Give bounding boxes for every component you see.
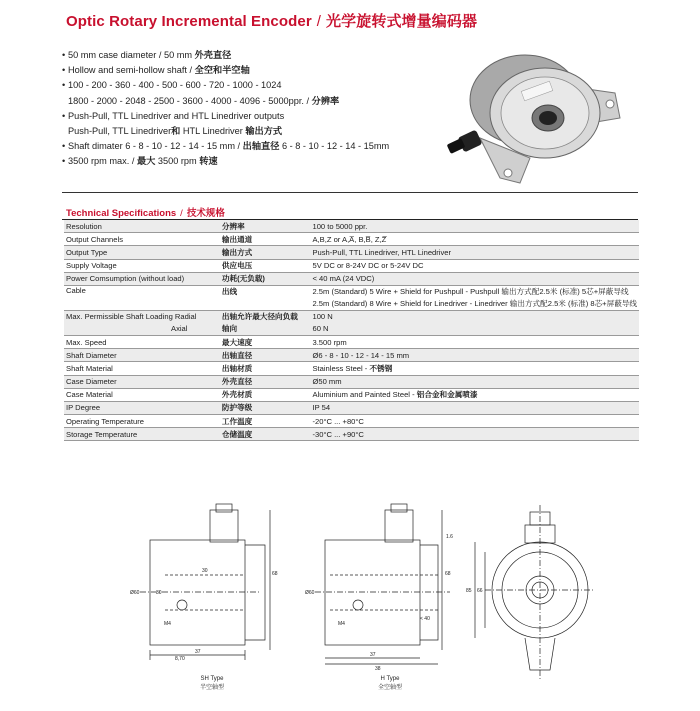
table-row: Case Diameter 外壳直径 Ø50 mm [64,375,639,388]
dim-label: M4 [164,621,171,627]
feature-item: • Hollow and semi-hollow shaft / 全空和半空轴 [62,65,250,76]
dim-label: 37 [370,652,376,658]
table-row: Max. Permissible Shaft Loading Radial Axial 出轴允许最大径向负载 轴向 100 N 60 N [64,310,639,335]
feature-item: • 100 - 200 - 360 - 400 - 500 - 600 - 720 - 1000 - 1024 [62,80,282,91]
feature-item: • Push-Pull, TTL Linedriver and HTL Linedriver outputs [62,110,285,121]
dim-label: Ø60 [130,590,140,596]
table-row: Power Comsumption (without load) 功耗(无负载) < 40 mA (24 VDC) [64,272,639,285]
section-divider [62,192,638,193]
dim-label: 68 [272,571,278,577]
table-row: IP Degree 防护等级 IP 54 [64,401,639,414]
feature-list [62,48,402,170]
dim-label: 85 [466,588,472,594]
dim-label: M4 [338,621,345,627]
h-type-caption: H Type 全空轴型 [378,676,403,691]
dim-label: 30 [156,590,162,596]
dim-label: 66 [477,588,483,594]
table-row: Storage Temperature 仓储温度 -30°C ... +90°C [64,428,639,441]
feature-item: Push-Pull, TTL Linedriver和 HTL Linedriver 输出方式 [68,126,283,137]
dim-label: 8,70 [175,656,185,662]
spec-section-title: Technical Specifications / 技术规格 [66,208,225,219]
table-row: Supply Voltage 供应电压 5V DC or 8-24V DC or 5-24V DC [64,259,639,272]
spec-table [64,220,639,441]
dim-label: < 40 [420,616,430,622]
table-row: Cable 出线 2.5m (Standard) 5 Wire + Shield for Pushpull - Pushpull 输出方式配2.5米 (标准) 5芯+屏蔽导线 2.5m (Standard) 8 Wire + Shield for Linedriver - Linedriver 输出方式配2.5米 (标准) 8芯+屏蔽导线 [64,285,639,310]
dim-label: 30 [202,568,208,574]
feature-item: • 50 mm case diameter / 50 mm 外壳直径 [62,50,232,60]
table-row: Shaft Diameter 出轴直径 Ø6 - 8 - 10 - 12 - 14 - 15 mm [64,349,639,362]
table-row: Resolution 分辨率 100 to 5000 ppr. [64,220,639,233]
page-title: Optic Rotary Incremental Encoder / 光学旋转式增量编码器 [66,13,478,30]
feature-item: • Shaft dimater 6 - 8 - 10 - 12 - 14 - 15 mm / 出轴直径 6 - 8 - 10 - 12 - 14 - 15mm [62,141,390,152]
dim-label: 68 [445,571,451,577]
table-row: Max. Speed 最大速度 3.500 rpm [64,335,639,348]
encoder-product-image [430,38,630,188]
table-row: Shaft Material 出轴材质 Stainless Steel - 不锈钢 [64,362,639,375]
dim-label: Ø60 [305,590,315,596]
feature-item: • 3500 rpm max. / 最大 3500 rpm 转速 [62,156,218,167]
dim-label: 37 [195,649,201,655]
table-row: Case Material 外壳材质 Aluminium and Painted Steel - 铝合金和金属喷漆 [64,388,639,401]
table-row: Operating Temperature 工作温度 -20°C ... +80°C [64,415,639,428]
dim-label: 1.6 [446,534,453,540]
dim-label: 38 [375,666,381,672]
sh-type-caption: SH Type 半空轴型 [200,676,225,691]
table-row: Output Channels 输出通道 A,B,Z or A,A̅, B,B̅, Z,Z̅ [64,233,639,246]
feature-item: 1800 - 2000 - 2048 - 2500 - 3600 - 4000 - 4096 - 5000ppr. / 分辨率 [68,95,340,106]
table-row: Output Type 输出方式 Push-Pull, TTL Linedriver, HTL Linedriver [64,246,639,259]
